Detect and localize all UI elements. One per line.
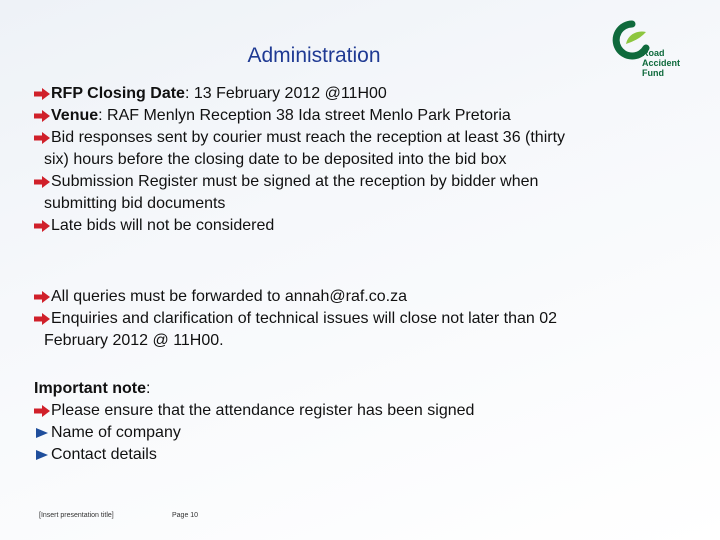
blue-triangle-icon <box>34 450 48 460</box>
list-item <box>34 215 674 237</box>
list-item <box>34 171 674 193</box>
list-item <box>34 83 674 105</box>
red-arrow-icon <box>34 132 50 144</box>
bid-responses-text-line1: Bid responses sent by courier must reach the reception at least 36 (thirty <box>51 129 566 146</box>
red-arrow-icon <box>34 291 50 303</box>
important-note-heading <box>34 378 674 400</box>
enquiries-text-line2: February 2012 @ 11H00. <box>44 332 224 349</box>
list-item <box>34 444 674 466</box>
submission-register-text-line2: submitting bid documents <box>44 195 226 212</box>
red-arrow-icon <box>34 405 50 417</box>
queries-section <box>34 286 674 352</box>
bid-responses-text-line2: six) hours before the closing date to be deposited into the bid box <box>44 151 507 168</box>
red-arrow-icon <box>34 88 50 100</box>
late-bids-text: Late bids will not be considered <box>51 217 275 234</box>
company-name-text: Name of company <box>51 424 181 441</box>
queries-text: All queries must be forwarded to annah@raf.co.za <box>51 288 407 305</box>
submission-register-text-line1: Submission Register must be signed at the reception by bidder when <box>51 173 539 190</box>
important-note-label: Important note <box>34 380 146 397</box>
list-item <box>34 400 674 422</box>
important-note-colon: : <box>146 380 151 397</box>
list-item <box>34 105 674 127</box>
venue-label: Venue <box>51 107 99 124</box>
attendance-register-text: Please ensure that the attendance register has been signed <box>51 402 475 419</box>
important-note-section <box>34 378 674 466</box>
red-arrow-icon <box>34 110 50 122</box>
closing-date-value: : 13 February 2012 @11H00 <box>184 85 387 102</box>
footer-page-number: Page 10 <box>172 512 199 519</box>
red-arrow-icon <box>34 176 50 188</box>
red-arrow-icon <box>34 220 50 232</box>
venue-value: : RAF Menlyn Reception 38 Ida street Menlo Park Pretoria <box>98 107 511 124</box>
red-arrow-icon <box>34 313 50 325</box>
closing-date-label: RFP Closing Date <box>51 85 185 102</box>
enquiries-text-line1: Enquiries and clarification of technical issues will close not later than 02 <box>51 310 558 327</box>
list-item <box>34 422 674 444</box>
logo-word-road: Road <box>642 48 665 58</box>
footer-presentation-title: [Insert presentation title] <box>39 512 114 519</box>
contact-details-text: Contact details <box>51 446 157 463</box>
slide-title: Administration <box>247 44 381 67</box>
list-item <box>34 286 674 308</box>
list-item <box>34 127 674 149</box>
logo-word-fund: Fund <box>642 68 664 78</box>
logo-word-accident: Accident <box>642 58 681 68</box>
raf-logo <box>612 20 688 88</box>
closing-details-section <box>34 83 674 237</box>
blue-triangle-icon <box>34 428 48 438</box>
list-item <box>34 308 674 330</box>
